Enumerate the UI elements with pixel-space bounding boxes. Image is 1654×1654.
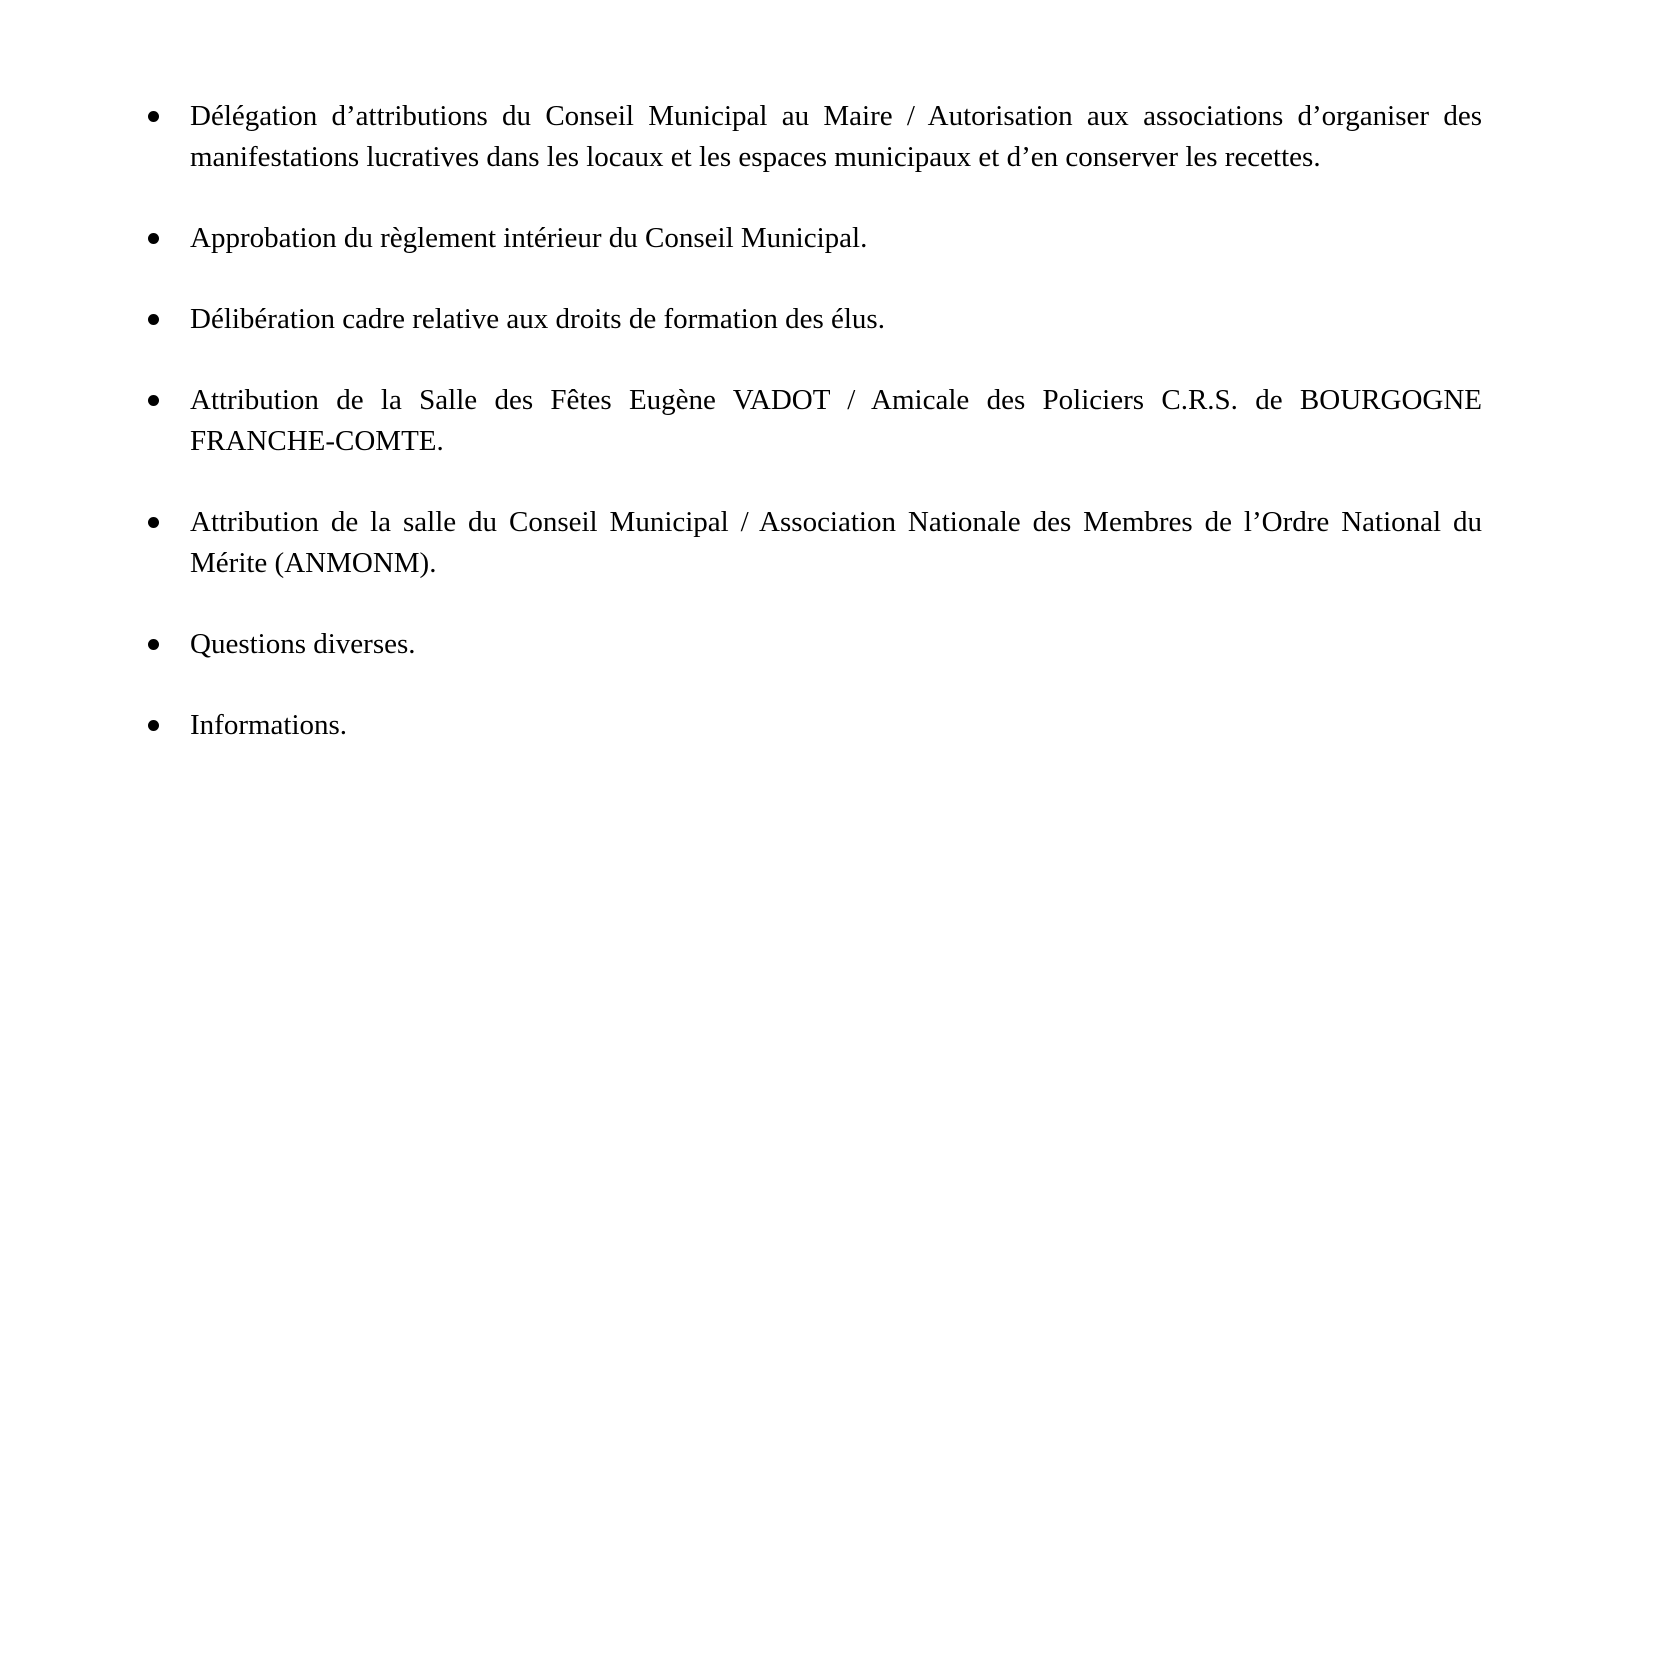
list-item-text: Délibération cadre relative aux droits de formation des élus. — [190, 303, 885, 335]
list-item-text: Approbation du règlement intérieur du Conseil Municipal. — [190, 222, 868, 254]
list-item — [148, 218, 1482, 259]
bullet-icon — [148, 233, 159, 244]
bullet-icon — [148, 517, 159, 528]
bullet-icon — [148, 639, 159, 650]
list-item — [148, 624, 1482, 665]
list-item-text: Informations. — [190, 709, 348, 741]
list-item — [148, 705, 1482, 746]
list-item — [148, 96, 1482, 178]
list-item-text: Attribution de la Salle des Fêtes Eugène VADOT / Amicale des Policiers C.R.S. de BOURGOGNE FRANCHE-COMTE. — [190, 384, 1482, 457]
bullet-icon — [148, 720, 159, 731]
list-item-text: Attribution de la salle du Conseil Municipal / Association Nationale des Membres de l’Ordre National du Mérite (ANMONM). — [190, 506, 1482, 579]
agenda-list — [0, 0, 1654, 746]
list-item — [148, 380, 1482, 462]
bullet-icon — [148, 395, 159, 406]
list-item-text: Questions diverses. — [190, 628, 416, 660]
list-item — [148, 502, 1482, 584]
list-item-text: Délégation d’attributions du Conseil Municipal au Maire / Autorisation aux associations d’organiser des manifestations lucratives dans les locaux et les espaces municipaux et d’en conserver les recettes. — [190, 100, 1482, 173]
bullet-icon — [148, 111, 159, 122]
bullet-icon — [148, 314, 159, 325]
list-item — [148, 299, 1482, 340]
